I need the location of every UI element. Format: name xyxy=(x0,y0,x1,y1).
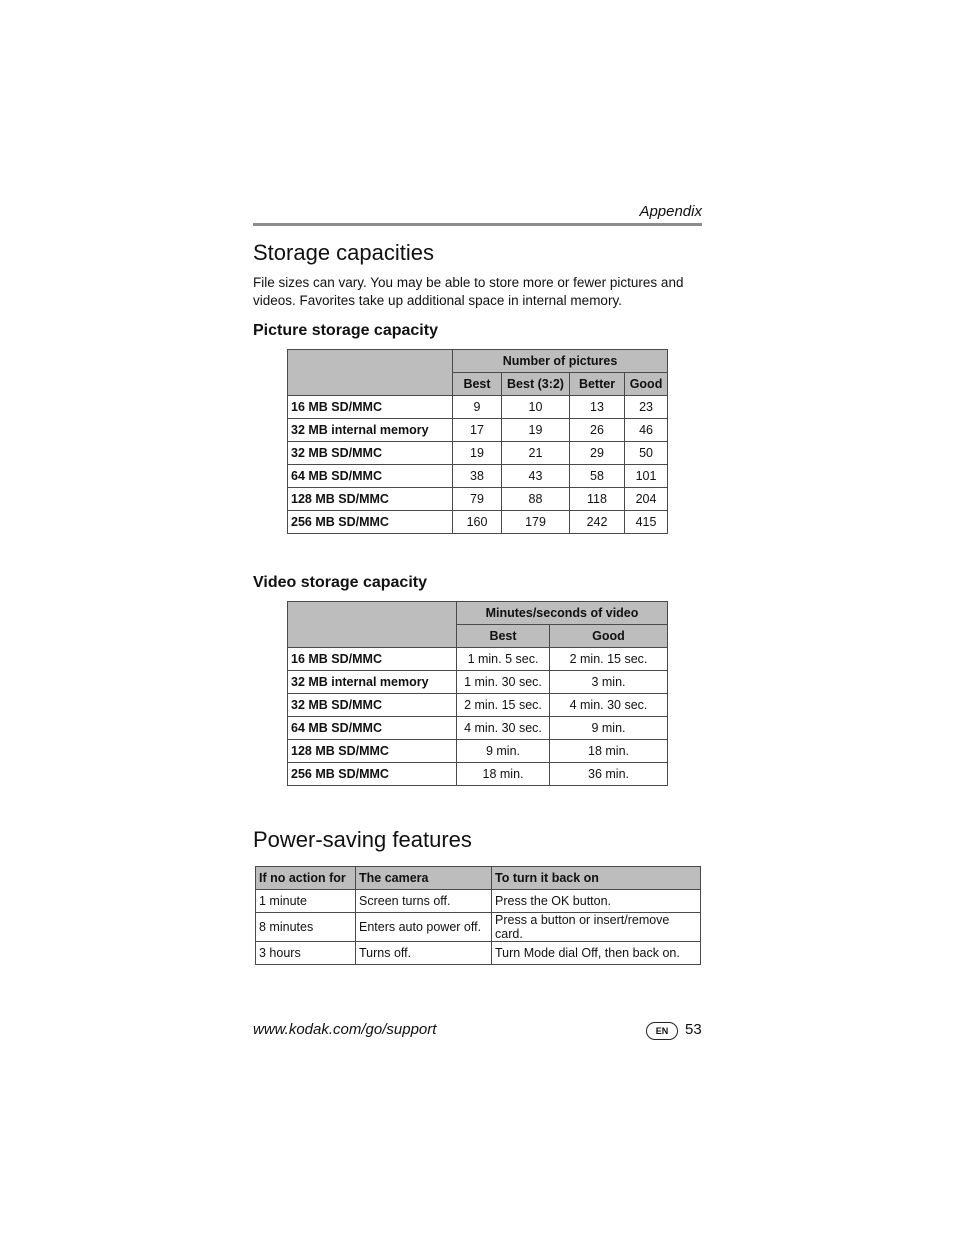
table-row xyxy=(256,942,701,965)
power-saving-table xyxy=(255,866,701,965)
picture-col-header: Good xyxy=(625,373,668,396)
table-cell: 3 min. xyxy=(550,671,668,694)
video-table-body xyxy=(288,648,668,786)
table-cell: 46 xyxy=(625,419,668,442)
table-row xyxy=(288,740,668,763)
table-cell: 1 min. 30 sec. xyxy=(457,671,550,694)
table-cell: 50 xyxy=(625,442,668,465)
storage-intro: File sizes can vary. You may be able to store more or fewer pictures and videos. Favorites take up additional space in internal memory. xyxy=(253,275,684,308)
video-col-header: Good xyxy=(550,625,668,648)
row-label: 64 MB SD/MMC xyxy=(288,465,453,488)
table-cell: Press a button or insert/remove card. xyxy=(492,913,701,942)
table-cell: 118 xyxy=(570,488,625,511)
language-badge: EN xyxy=(646,1022,678,1040)
table-cell: 38 xyxy=(453,465,502,488)
video-storage-table xyxy=(287,601,668,786)
table-row xyxy=(288,511,668,534)
table-cell: 9 xyxy=(453,396,502,419)
table-cell: 23 xyxy=(625,396,668,419)
table-cell: 26 xyxy=(570,419,625,442)
table-row xyxy=(288,419,668,442)
table-row xyxy=(288,465,668,488)
picture-table-corner xyxy=(288,350,453,396)
table-cell: 242 xyxy=(570,511,625,534)
table-row xyxy=(288,488,668,511)
table-row xyxy=(288,396,668,419)
table-cell: 415 xyxy=(625,511,668,534)
table-cell: 21 xyxy=(502,442,570,465)
row-label: 16 MB SD/MMC xyxy=(288,396,453,419)
power-col-header: To turn it back on xyxy=(492,867,701,890)
table-cell: 29 xyxy=(570,442,625,465)
picture-col-header: Best (3:2) xyxy=(502,373,570,396)
page-number: 53 xyxy=(685,1021,702,1038)
table-row xyxy=(288,694,668,717)
row-label: 16 MB SD/MMC xyxy=(288,648,457,671)
power-col-header: If no action for xyxy=(256,867,356,890)
table-row xyxy=(256,890,701,913)
video-storage-title: Video storage capacity xyxy=(253,574,427,591)
table-row xyxy=(288,671,668,694)
picture-storage-title: Picture storage capacity xyxy=(253,322,438,339)
table-cell: 160 xyxy=(453,511,502,534)
picture-table-body xyxy=(288,396,668,534)
row-label: 32 MB internal memory xyxy=(288,671,457,694)
table-cell: 19 xyxy=(453,442,502,465)
table-cell: 4 min. 30 sec. xyxy=(457,717,550,740)
row-label: 128 MB SD/MMC xyxy=(288,740,457,763)
support-url: www.kodak.com/go/support xyxy=(253,1021,437,1038)
table-cell: 1 min. 5 sec. xyxy=(457,648,550,671)
table-cell: 101 xyxy=(625,465,668,488)
row-label: 256 MB SD/MMC xyxy=(288,511,453,534)
table-row xyxy=(288,442,668,465)
row-label: 32 MB SD/MMC xyxy=(288,442,453,465)
row-label: 128 MB SD/MMC xyxy=(288,488,453,511)
table-cell: 179 xyxy=(502,511,570,534)
table-cell: 18 min. xyxy=(550,740,668,763)
table-cell: 19 xyxy=(502,419,570,442)
picture-group-header: Number of pictures xyxy=(453,350,668,373)
table-cell: Press the OK button. xyxy=(492,890,701,913)
table-cell: 3 hours xyxy=(256,942,356,965)
table-cell: 1 minute xyxy=(256,890,356,913)
storage-capacities-title: Storage capacities xyxy=(253,240,434,265)
table-cell: 18 min. xyxy=(457,763,550,786)
row-label: 32 MB SD/MMC xyxy=(288,694,457,717)
table-cell: Screen turns off. xyxy=(356,890,492,913)
table-cell: 79 xyxy=(453,488,502,511)
table-row xyxy=(256,913,701,942)
video-group-header: Minutes/seconds of video xyxy=(457,602,668,625)
picture-col-header: Best xyxy=(453,373,502,396)
table-row xyxy=(288,717,668,740)
video-table-corner xyxy=(288,602,457,648)
table-cell: Turn Mode dial Off, then back on. xyxy=(492,942,701,965)
table-cell: 17 xyxy=(453,419,502,442)
table-row xyxy=(288,648,668,671)
table-cell: Turns off. xyxy=(356,942,492,965)
table-row xyxy=(288,763,668,786)
power-col-header: The camera xyxy=(356,867,492,890)
table-cell: 4 min. 30 sec. xyxy=(550,694,668,717)
row-label: 256 MB SD/MMC xyxy=(288,763,457,786)
table-cell: 43 xyxy=(502,465,570,488)
table-cell: 13 xyxy=(570,396,625,419)
table-cell: Enters auto power off. xyxy=(356,913,492,942)
table-cell: 9 min. xyxy=(550,717,668,740)
table-cell: 8 minutes xyxy=(256,913,356,942)
table-cell: 88 xyxy=(502,488,570,511)
table-cell: 2 min. 15 sec. xyxy=(457,694,550,717)
table-cell: 58 xyxy=(570,465,625,488)
table-cell: 204 xyxy=(625,488,668,511)
video-col-header: Best xyxy=(457,625,550,648)
running-head: Appendix xyxy=(639,203,702,220)
table-cell: 10 xyxy=(502,396,570,419)
table-cell: 36 min. xyxy=(550,763,668,786)
row-label: 64 MB SD/MMC xyxy=(288,717,457,740)
power-saving-title: Power-saving features xyxy=(253,827,472,852)
picture-storage-table xyxy=(287,349,668,534)
row-label: 32 MB internal memory xyxy=(288,419,453,442)
table-cell: 2 min. 15 sec. xyxy=(550,648,668,671)
table-cell: 9 min. xyxy=(457,740,550,763)
header-rule xyxy=(253,223,702,226)
picture-col-header: Better xyxy=(570,373,625,396)
power-table-body xyxy=(256,890,701,965)
